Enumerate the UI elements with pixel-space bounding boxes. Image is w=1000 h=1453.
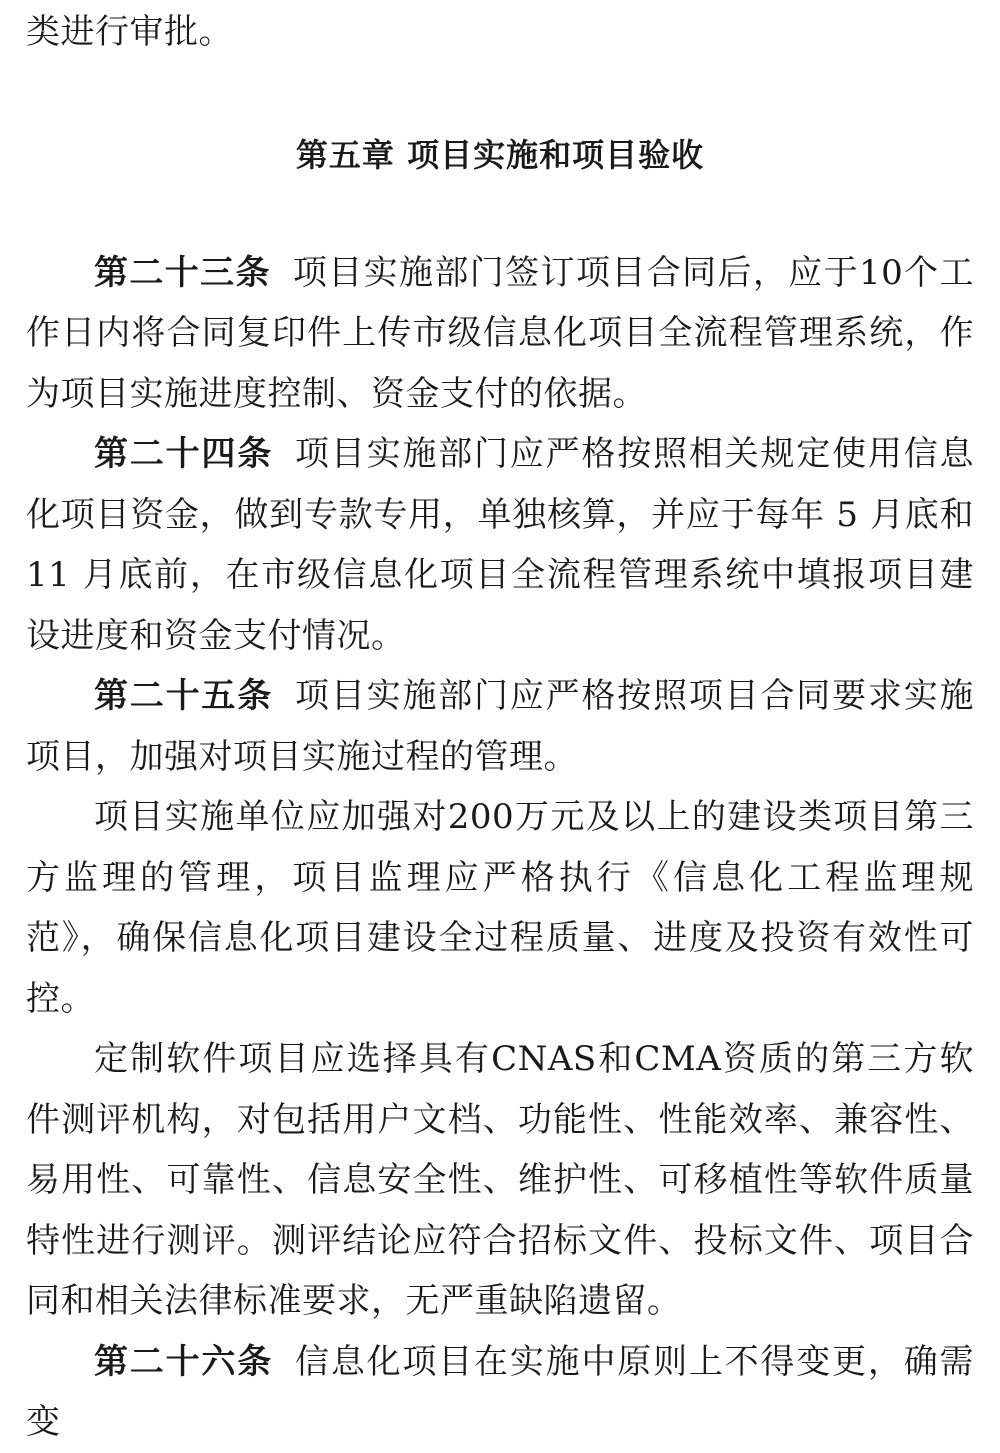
article-25 [26,666,974,787]
article-23-text: 项目实施部门签订项目合同后，应于10个工作日内将合同复印件上传市级信息化项目全流程管理系统，作为项目实施进度控制、资金支付的依据。 [26,252,975,414]
continuation-text: 类进行审批。 [26,12,233,52]
supervision-paragraph: 项目实施单位应加强对200万元及以上的建设类项目第三方监理的管理，项目监理应严格执行《信息化工程监理规范》，确保信息化项目建设全过程质量、进度及投资有效性可控。 [26,797,974,1019]
article-24-number: 第二十四条 [94,434,274,474]
software-testing-paragraph: 定制软件项目应选择具有CNAS和CMA资质的第三方软件测评机构，对包括用户文档、功能性、性能效率、兼容性、易用性、可靠性、信息安全性、维护性、可移植性等软件质量特性进行测评。测评结论应符合招标文件、投标文件、项目合同和相关法律标准要求，无严重缺陷遗留。 [26,1039,974,1321]
article-26-text: 信息化项目在实施中原则上不得变更，确需变 [26,1341,975,1442]
chapter-title: 第五章 项目实施和项目验收 [295,135,705,174]
article-24 [26,424,974,666]
article-23-number: 第二十三条 [94,252,271,293]
article-23 [26,243,974,425]
document-page [26,0,974,1453]
article-24-text: 项目实施部门应严格按照相关规定使用信息化项目资金，做到专款专用，单独核算，并应于每年 5 月底和 11 月底前，在市级信息化项目全流程管理系统中填报项目建设进度和资金支付情况。 [26,434,975,656]
article-25-text: 项目实施部门应严格按照项目合同要求实施项目，加强对项目实施过程的管理。 [26,676,975,777]
article-26-number: 第二十六条 [94,1341,274,1382]
article-25-number: 第二十五条 [94,676,274,716]
article-26 [26,1332,974,1453]
